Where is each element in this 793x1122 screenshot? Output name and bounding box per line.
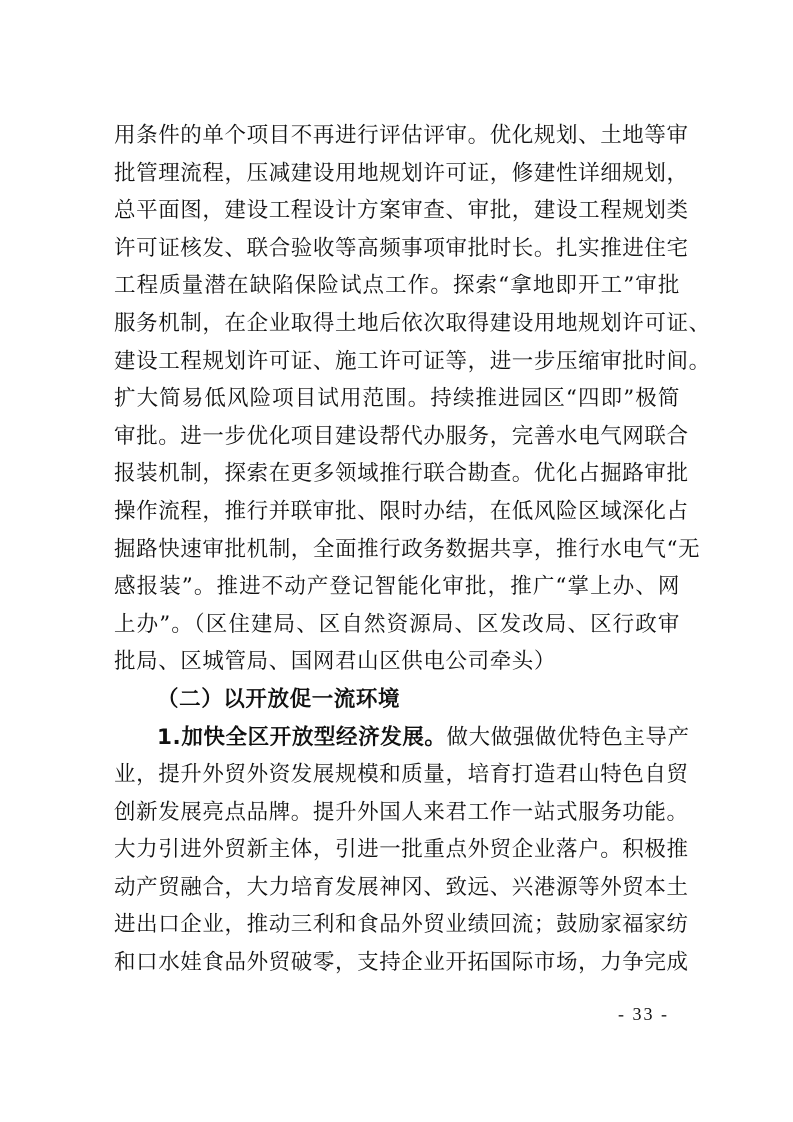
text-line: 建设工程规划许可证、施工许可证等，进一步压缩审批时间。 xyxy=(114,348,711,374)
page-number: - 33 - xyxy=(618,1004,669,1024)
text-line: 感报装”。推进不动产登记智能化审批，推广“掌上办、网 xyxy=(114,574,680,600)
section-heading: （二）以开放促一流环境 xyxy=(157,686,401,712)
body-text xyxy=(114,117,711,982)
text-line: 扩大简易低风险项目试用范围。持续推进园区“四即”极简 xyxy=(114,386,680,412)
item-first-line-text: 做大做强做优特色主导产 xyxy=(446,724,690,750)
text-line: 批管理流程，压减建设用地规划许可证，修建性详细规划， xyxy=(114,160,689,186)
text-line: 用条件的单个项目不再进行评估评审。优化规划、土地等审 xyxy=(114,123,689,148)
text-line: 动产贸融合，大力培育发展神冈、致远、兴港源等外贸本土 xyxy=(114,874,689,900)
text-line: 许可证核发、联合验收等高频事项审批时长。扎实推进住宅 xyxy=(114,235,689,261)
text-line: 和口水娃食品外贸破零，支持企业开拓国际市场，力争完成 xyxy=(114,950,689,976)
text-line: 工程质量潜在缺陷保险试点工作。探索“拿地即开工”审批 xyxy=(114,273,680,299)
text-line: 大力引进外贸新主体，引进一批重点外贸企业落户。积极推 xyxy=(114,837,689,863)
text-line: 创新发展亮点品牌。提升外国人来君工作一站式服务功能。 xyxy=(114,799,689,825)
item-first-line xyxy=(114,719,690,757)
text-line: 上办”。（区住建局、区自然资源局、区发改局、区行政审 xyxy=(114,611,680,637)
item-title: 1.加快全区开放型经济发展。 xyxy=(157,724,447,750)
text-line: 批局、区城管局、国网君山区供电公司牵头） xyxy=(114,649,557,675)
text-line: 业，提升外贸外资发展规模和质量，培育打造君山特色自贸 xyxy=(114,762,689,788)
text-line: 操作流程，推行并联审批、限时办结，在低风险区域深化占 xyxy=(114,498,689,524)
text-line: 报装机制，探索在更多领域推行联合勘查。优化占掘路审批 xyxy=(114,461,689,487)
text-line: 总平面图，建设工程设计方案审查、审批，建设工程规划类 xyxy=(114,198,689,224)
text-line: 掘路快速审批机制，全面推行政务数据共享，推行水电气“无 xyxy=(114,536,701,562)
text-line: 进出口企业，推动三利和食品外贸业绩回流；鼓励家福家纺 xyxy=(114,912,689,938)
text-line: 服务机制，在企业取得土地后依次取得建设用地规划许可证、 xyxy=(114,310,711,336)
text-line: 审批。进一步优化项目建设帮代办服务，完善水电气网联合 xyxy=(114,423,689,449)
